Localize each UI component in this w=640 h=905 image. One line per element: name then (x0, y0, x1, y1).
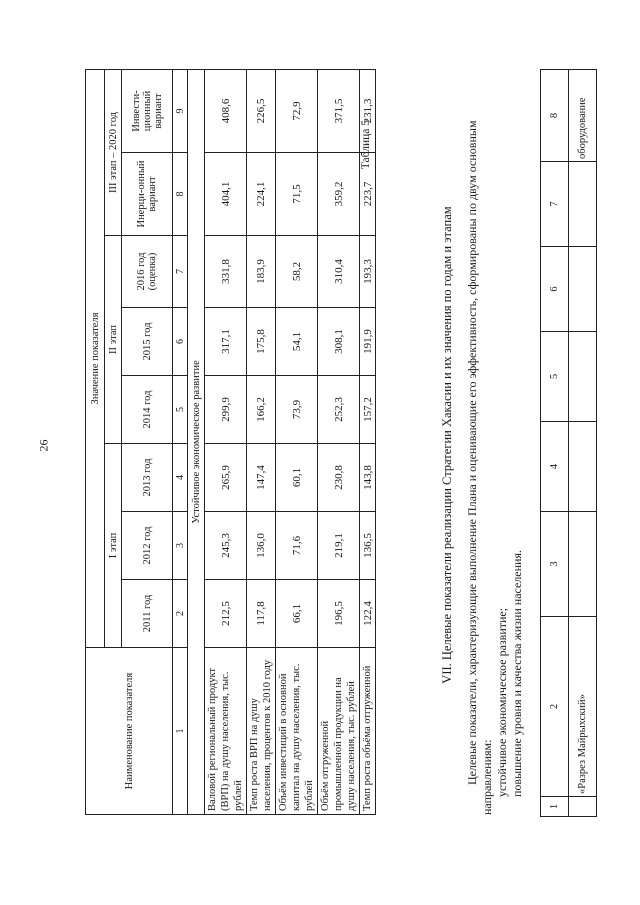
values-header: Значение показателя (86, 69, 105, 647)
stage-2-header: II этап (105, 236, 122, 444)
value-cell: 219,1 (318, 512, 360, 580)
value-cell: 71,5 (276, 153, 318, 236)
year-header: 2012 год (122, 512, 173, 580)
cont-cell (569, 247, 597, 332)
value-cell: 183,9 (247, 236, 276, 308)
value-cell: 166,2 (247, 376, 276, 444)
value-cell: 299,9 (205, 376, 247, 444)
column-index: 7 (173, 236, 188, 308)
value-cell: 72,9 (276, 69, 318, 152)
value-cell: 71,6 (276, 512, 318, 580)
column-index: 9 (173, 69, 188, 152)
value-cell: 317,1 (205, 308, 247, 376)
variant-invest-header: Инвести-ционный вариант (122, 69, 173, 152)
value-cell: 54,1 (276, 308, 318, 376)
table-row (247, 69, 276, 814)
table-row (205, 69, 247, 814)
continuation-header-row (541, 70, 569, 817)
cont-header-cell: 8 (541, 70, 569, 162)
indicator-name: Темп роста ВРП на душу населения, процентов к 2010 году (247, 648, 276, 815)
table-row (360, 69, 376, 814)
column-index: 1 (173, 648, 188, 815)
indicator-name: Темп роста объёма отгруженной (360, 648, 376, 815)
year-header: 2015 год (122, 308, 173, 376)
value-cell: 58,2 (276, 236, 318, 308)
value-cell: 245,3 (205, 512, 247, 580)
value-cell: 191,9 (360, 308, 376, 376)
variant-inertial-header: Инерци-онный вариант (122, 153, 173, 236)
cont-cell (569, 422, 597, 512)
column-index: 8 (173, 153, 188, 236)
value-cell: 157,2 (360, 376, 376, 444)
value-cell: 252,3 (318, 376, 360, 444)
stage-3-header: III этап – 2020 год (105, 69, 122, 235)
value-cell: 359,2 (318, 153, 360, 236)
indicator-name: Объём инвестиций в основной капитал на душу населения, тыс. рублей (276, 648, 318, 815)
value-cell: 193,3 (360, 236, 376, 308)
value-cell: 212,5 (205, 580, 247, 648)
cont-header-cell: 2 (541, 617, 569, 797)
cont-cell: «Разрез Майрыхский» (569, 617, 597, 797)
section-title: Устойчивое экономическое развитие (188, 69, 205, 814)
value-cell: 223,7 (360, 153, 376, 236)
value-cell: 231,3 (360, 69, 376, 152)
value-cell: 371,5 (318, 69, 360, 152)
intro-item: устойчивое экономическое развитие; (495, 607, 509, 797)
intro-item: повышение уровня и качества жизни населения. (510, 550, 524, 797)
intro-paragraph: Целевые показатели, характеризующие выполнение Плана и оценивающие его эффективность, сформированы по двум основным направлениям: (465, 120, 494, 815)
value-cell: 310,4 (318, 236, 360, 308)
column-index: 6 (173, 308, 188, 376)
table-row (276, 69, 318, 814)
cont-header-cell: 1 (541, 797, 569, 817)
cont-cell (569, 332, 597, 422)
value-cell: 143,8 (360, 444, 376, 512)
value-cell: 60,1 (276, 444, 318, 512)
column-index: 5 (173, 376, 188, 444)
value-cell: 230,8 (318, 444, 360, 512)
stage-1-header: I этап (105, 444, 122, 648)
value-cell: 331,8 (205, 236, 247, 308)
column-index: 2 (173, 580, 188, 648)
cont-header-cell: 7 (541, 162, 569, 247)
value-cell: 122,4 (360, 580, 376, 648)
column-index: 3 (173, 512, 188, 580)
column-index: 4 (173, 444, 188, 512)
value-cell: 308,1 (318, 308, 360, 376)
value-cell: 196,5 (318, 580, 360, 648)
year-header: 2011 год (122, 580, 173, 648)
value-cell: 226,5 (247, 69, 276, 152)
section-heading: VII. Целевые показатели реализации Стратегии Хакасии и их значения по годам и этапам (440, 206, 454, 684)
table-label: Таблица 5 (360, 120, 372, 170)
year-header: 2016 год (оценка) (122, 236, 173, 308)
continuation-row (569, 70, 597, 817)
value-cell: 404,1 (205, 153, 247, 236)
intro-text (465, 70, 525, 815)
year-header: 2013 год (122, 444, 173, 512)
value-cell: 224,1 (247, 153, 276, 236)
column-name-header: Наименование показателя (86, 648, 173, 815)
table-header-row (86, 69, 105, 814)
value-cell: 136,5 (360, 512, 376, 580)
column-index-row (173, 69, 188, 814)
cont-cell (569, 162, 597, 247)
cont-cell (569, 797, 597, 817)
cont-header-cell: 5 (541, 332, 569, 422)
indicators-table (85, 69, 376, 815)
cont-header-cell: 6 (541, 247, 569, 332)
table-row (318, 69, 360, 814)
value-cell: 117,8 (247, 580, 276, 648)
value-cell: 136,0 (247, 512, 276, 580)
cont-cell (569, 512, 597, 617)
indicator-name: Валовой региональный продукт (ВРП) на душу населения, тыс. рублей (205, 648, 247, 815)
year-header: 2014 год (122, 376, 173, 444)
section-row (188, 69, 205, 814)
value-cell: 408,6 (205, 69, 247, 152)
value-cell: 175,8 (247, 308, 276, 376)
cont-cell: оборудование (569, 70, 597, 162)
value-cell: 73,9 (276, 376, 318, 444)
page-number: 26 (36, 439, 51, 452)
value-cell: 66,1 (276, 580, 318, 648)
continuation-table (540, 69, 597, 817)
indicator-name: Объём отгруженной промышленной продукции на душу населения, тыс. рублей (318, 648, 360, 815)
value-cell: 147,4 (247, 444, 276, 512)
cont-header-cell: 3 (541, 512, 569, 617)
cont-header-cell: 4 (541, 422, 569, 512)
value-cell: 265,9 (205, 444, 247, 512)
